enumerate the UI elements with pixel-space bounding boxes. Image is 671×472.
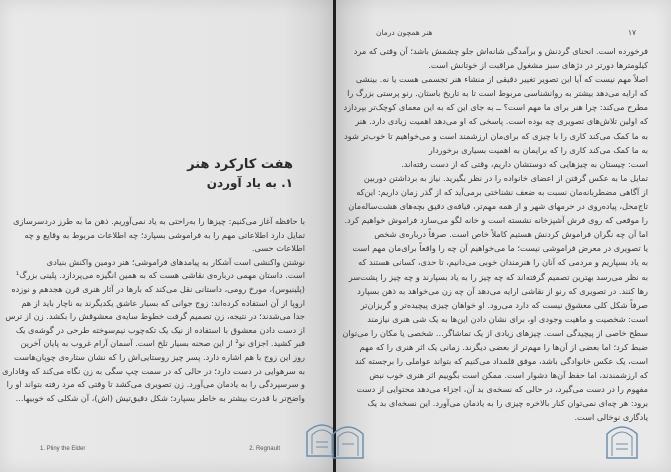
section-title: ۱. به یاد آوردن bbox=[206, 176, 293, 190]
body-line: یا تصویری در معرض فراموشی نیست؛ ما می‌خواهیم آن چه را واقعاً برای‌مان مهم است bbox=[352, 243, 648, 254]
body-line: نوشتن واکنشی است آشکار به پیامدهای فراموشی؛ هنر دومین واکنش بنیادی bbox=[46, 256, 305, 267]
left-page-body bbox=[2, 215, 305, 405]
body-line: تاج‌محل، پیاده‌روی در حرمهای شهر و از همه مهم‌تر، قیافه‌ی دقیق بچه‌های هشت‌ساله‌مان bbox=[348, 201, 648, 212]
body-line: است. داستان مهمی درباره‌ی نقاشی هست که به همین انگیزه می‌پردازد. پلینی بزرگ¹ bbox=[15, 270, 305, 281]
body-line: به سرهوایی در دست دارد؛ در حالی که در سمت چپ سگی به زن نگاه می‌کند که وفاداری bbox=[2, 365, 305, 376]
body-line: اروپا از آن استفاده کرده‌اند: زوج جوانی که بسیار عاشق یکدیگرند به ناچار باید از هم bbox=[21, 297, 305, 308]
library-stamp-icon bbox=[330, 420, 366, 460]
body-line: را موقعی که روی فرش آشپزخانه نشسته است و خانه لگو می‌سازد فراموش خواهیم کرد. bbox=[344, 215, 648, 226]
body-line: اما آن چه نگران فراموش کردنش هستیم کاملاً خاص است. صرفاً درباره‌ی شخص bbox=[374, 229, 648, 240]
right-page-body bbox=[342, 44, 648, 425]
body-line: جدا می‌شدند؛ در نتیجه، زن تصمیم گرفت خطوط سایه‌ی معشوقش را بکشد. زن از ترس bbox=[5, 311, 305, 322]
body-line: به ما کمک می‌کند کاری را با چیزی که برای‌مان ارزشمند است و می‌خواهیم تا خوب‌تر شود bbox=[344, 130, 648, 141]
body-line: قبر کشید. اجزای نو² از این صحنه بسیار تلخ است. آسمان آرام غروب به پایان آخرین bbox=[20, 338, 305, 349]
body-line: تمایل دارد اطلاعاتی مهم را به فراموشی بسپارد؛ چه اطلاعات مربوط به وقایع و چه bbox=[24, 229, 305, 240]
body-line: به یاد بسپاریم و مردمی که آنان را هنرمندان خوبی می‌دانیم، تا حدی، کسانی هستند که bbox=[358, 257, 648, 268]
body-line: (پلینیوس)، مورخ رومی، داستانی نقل می‌کند که بارها در آثار هنری قرن هجدهم و نوزده bbox=[11, 283, 305, 294]
footnote-2: 2. Regnault bbox=[249, 446, 280, 452]
running-head-title: هنر همچون درمان bbox=[376, 28, 433, 37]
chapter-heading bbox=[33, 156, 293, 192]
body-line: به ما کمک می‌کند کاری را که برایمان به اهمیت بسیاری برخوردار bbox=[428, 144, 648, 155]
body-line: یادگاری نوخالی است. bbox=[574, 412, 648, 423]
body-line: مفهوم را در دست می‌گیرد، در حالی که نسخه‌ی بد آن، اجزاء می‌دهد محتوایی از دست bbox=[356, 384, 648, 395]
body-line: ضبط کرد؛ اما بعضی از آن‌ها را مهم‌تر از بعضی دیگرند. زمانی یک اثر هنری را که مهم bbox=[359, 341, 648, 352]
body-line: اصلاً مهم نیست که آیا این تصویر تغییر دقیقی از منشاء هنر تجسمی هست یا نه. بینشی bbox=[355, 74, 648, 85]
body-line: کیلومترها دورتر در دژهای سبز مشغول مراقبت از خوتانش است. bbox=[428, 60, 648, 71]
body-line: تمایل ما به عکس گرفتن از اعضای خانواده را در نظر بگیرید. نیاز به برداشتن دوربین bbox=[363, 172, 648, 183]
body-line: است، یک عکس خانوادگی باشد، موفق قلمداد می‌کنیم که بتواند عواملی را برجسته کند bbox=[354, 356, 648, 367]
body-line: رها کنند. در تصویری که رنو از نقاشی ارایه می‌دهد آن چه زن می‌خواهد به ذهن بسپارد bbox=[357, 285, 648, 296]
body-line: که ارزشمندند، اما حفظ آن‌ها دشوار است. ممکن است بگوییم اثر هنری خوب نبض bbox=[369, 370, 648, 381]
body-line: فرخورده است. انحنای گردنش و برآمدگی شانه‌اش جلو چشمش باشد؛ آن وقتی که مرد bbox=[353, 46, 648, 56]
body-line: و سرسپردگی را به یادمان می‌آورد. زن تصویری می‌کشد تا وقتی که مرد رفته بتواند او را bbox=[6, 379, 305, 390]
body-line: اطلاعات حسی. bbox=[251, 243, 305, 254]
footnote-1: 1. Pliny the Elder bbox=[40, 446, 86, 452]
body-line: است: شخصیت و ماهیت وجودی او، برای نشان دادن این‌ها به یک شی هنری نیازمند bbox=[367, 313, 648, 324]
body-line: با حافظه آغاز می‌کنیم: چیزها را به‌راحتی به یاد نمی‌آوریم. ذهن ما به طرز دردسرسازی bbox=[13, 216, 305, 226]
body-line: است: چیستان به چیزهایی که دوستشان داریم، وقتی که از دست رفته‌اند. bbox=[401, 158, 648, 169]
library-stamp-icon bbox=[604, 420, 640, 460]
footnotes bbox=[40, 446, 280, 452]
body-line: صرفاً شکل کلی معشوق نیست که دارد می‌رود. او خواهان چیزی پیچیده‌تر و گریزان‌تر bbox=[360, 299, 648, 310]
body-line: که ارایه می‌دهد بیشتر به روانشناسی مربوط است تا به تاریخ باستان. رنو پرستی بزرگ را bbox=[347, 88, 648, 99]
body-line: از آگاهی مضطربانه‌مان نسبت به ضعف نشناختی برمی‌آید که از گذر زمان داریم: این‌که bbox=[356, 186, 648, 197]
left-page bbox=[0, 0, 333, 472]
body-line: سطح خاصی از پیچیدگی است. چیزهای زیادی از یک تماشاگر... شخصی یا مکان را می‌توان bbox=[342, 327, 648, 338]
body-line: واضح‌تر با قدرت بیشتر به خاطر بسپارد؛ شکل دقیق‌تیش (اش)، آن شکلی که خوبیها... bbox=[15, 392, 305, 403]
body-line: مطرح می‌کند: چرا هنر برای ما مهم است؟ ــ به جای این که به این معمای کوچک‌تر بپردازد bbox=[343, 102, 648, 113]
running-head bbox=[376, 28, 636, 37]
page-number: ۱۷ bbox=[627, 28, 636, 37]
body-line: که اولین تلاش‌های تصویری چه بوده است. پاسخی که او می‌دهد اهمیت زیادی دارد. هنر bbox=[355, 116, 648, 127]
chapter-title: هفت کارکرد هنر bbox=[187, 157, 293, 172]
body-line: به نظر می‌رسد بهترین تصمیم گرفته‌اند که چه چیز را به یاد بسپارند و چه چیز را پشت‌سر bbox=[348, 271, 648, 282]
body-line: روز این زوج با هم اشاره دارد. پسر چیز روستایی‌اش را که نشان ستاره‌ی چوپان‌هاست bbox=[14, 351, 305, 362]
body-line: برود: هر چه‌ای نمی‌توان کنار بالاخره چیزی را به یادمان می‌آورد. این نسخه‌ای بد یک bbox=[367, 398, 648, 409]
body-line: از دست دادن معشوق با استفاده از نیک یک تکه‌چوب نیم‌سوخته طرحی در گوشه‌ی یک bbox=[15, 324, 305, 335]
